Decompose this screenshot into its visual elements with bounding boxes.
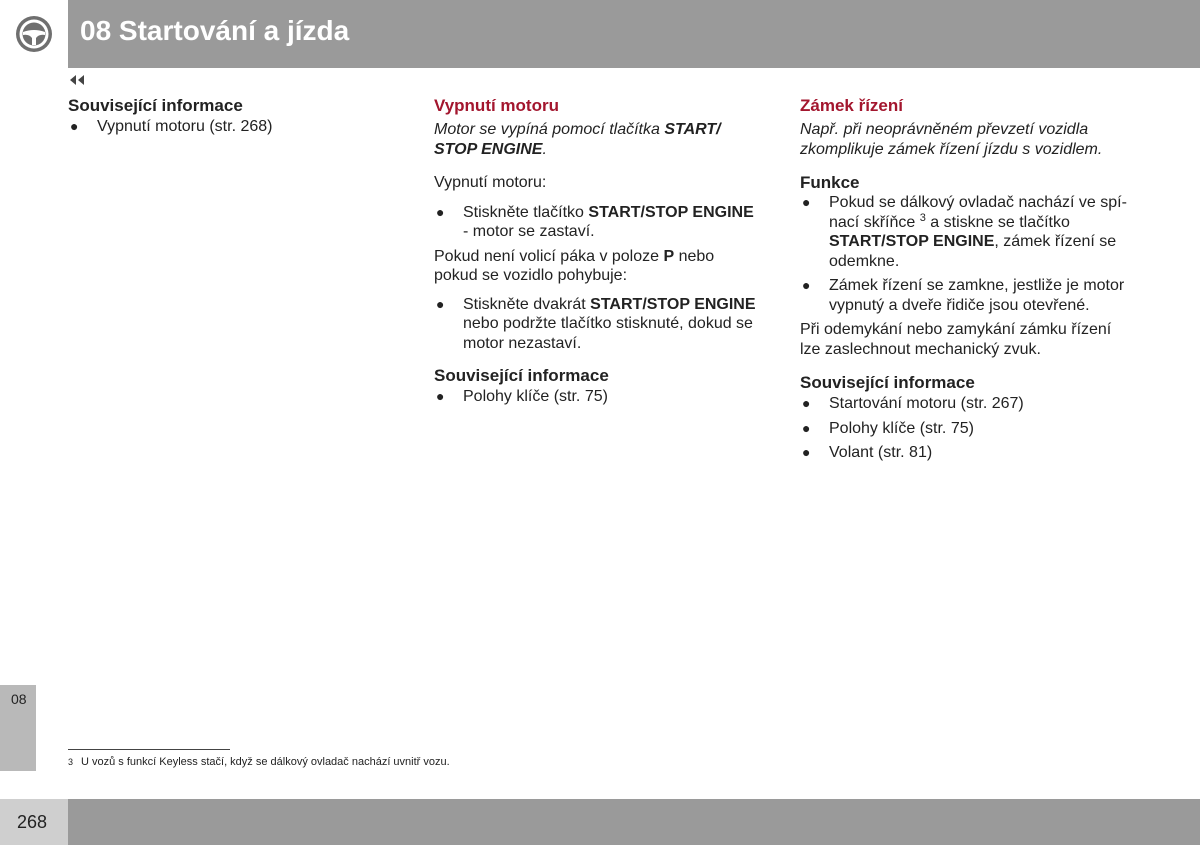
footnote-divider <box>68 749 230 750</box>
page-number: 268 <box>17 812 48 832</box>
bullet-icon: ● <box>70 118 79 134</box>
paragraph: Vypnutí motoru: <box>434 174 547 191</box>
section-title-steering-lock: Zámek řízení <box>800 96 903 115</box>
footnote-ref[interactable]: 3 <box>919 211 926 224</box>
double-chevron-left-icon[interactable] <box>68 73 86 87</box>
list-item: ● Zámek řízení se zamkne, jestliže je motor vypnutý a dveře řidiče jsou otevřené. <box>802 277 1125 314</box>
bullet-icon: ● <box>802 419 811 436</box>
section-title-engine-off: Vypnutí motoru <box>434 96 559 115</box>
bullet-icon: ● <box>436 203 445 220</box>
related-link[interactable]: ● Polohy klíče (str. 75) <box>802 419 974 437</box>
paragraph: Při odemykání nebo zamykání zámku řízení lze zaslechnout mechanický zvuk. <box>800 321 1112 358</box>
bullet-icon: ● <box>436 388 445 404</box>
footnote-number: 3 <box>68 757 74 767</box>
related-link[interactable]: ● Startování motoru (str. 267) <box>802 395 1024 412</box>
related-link[interactable]: ● Volant (str. 81) <box>802 444 933 461</box>
function-heading: Funkce <box>800 173 860 192</box>
step-list <box>434 203 769 242</box>
paragraph: Pokud není volicí páka v poloze P nebo pokud se vozidlo pohybuje: <box>434 247 715 284</box>
column-middle <box>434 95 769 407</box>
list-item: ● Stiskněte dvakrát START/STOP ENGINE nebo podržte tlačítko stisknuté, dokud se motor nezastaví. <box>436 295 756 352</box>
chapter-side-tab <box>0 685 36 771</box>
bullet-icon: ● <box>802 444 811 460</box>
related-link[interactable]: ● Vypnutí motoru (str. 268) <box>70 118 273 135</box>
steering-wheel-icon <box>14 14 54 54</box>
related-info-heading: Související informace <box>434 366 609 385</box>
section-intro: Motor se vypíná pomocí tlačítka START/ STOP ENGINE. <box>434 121 721 158</box>
bullet-icon: ● <box>436 295 445 312</box>
related-info-list <box>68 117 398 137</box>
related-info-heading: Související informace <box>68 96 243 115</box>
related-link[interactable]: ● Polohy klíče (str. 75) <box>436 388 608 405</box>
footer-bar <box>0 799 1200 845</box>
footnote <box>68 755 450 769</box>
related-info-list <box>434 387 769 407</box>
bullet-icon: ● <box>802 395 811 411</box>
list-item: ● Pokud se dálkový ovladač nachází ve spí- nací skříňce $^3$ a stiskne se tlačítko START/STOP ENGINE, zámek řízení se odemkne. <box>802 194 1127 270</box>
column-right <box>800 95 1135 463</box>
column-left <box>68 95 398 137</box>
chapter-marker: 08 <box>11 691 27 707</box>
function-list <box>800 193 1135 315</box>
footnote-text: U vozů s funkcí Keyless stačí, když se dálkový ovladač nachází uvnitř vozu. <box>81 756 450 768</box>
step-list <box>434 295 769 354</box>
chapter-icon-tab <box>0 0 68 68</box>
related-info-list <box>800 394 1135 463</box>
related-info-heading: Související informace <box>800 373 975 392</box>
chapter-title: 08 Startování a jízda <box>80 15 350 46</box>
bullet-icon: ● <box>802 194 811 210</box>
section-intro: Např. při neoprávněném převzetí vozidla zkomplikuje zámek řízení jízdu s vozidlem. <box>800 121 1103 158</box>
list-item: ● Stiskněte tlačítko START/STOP ENGINE - motor se zastaví. <box>436 203 754 240</box>
bullet-icon: ● <box>802 277 811 293</box>
